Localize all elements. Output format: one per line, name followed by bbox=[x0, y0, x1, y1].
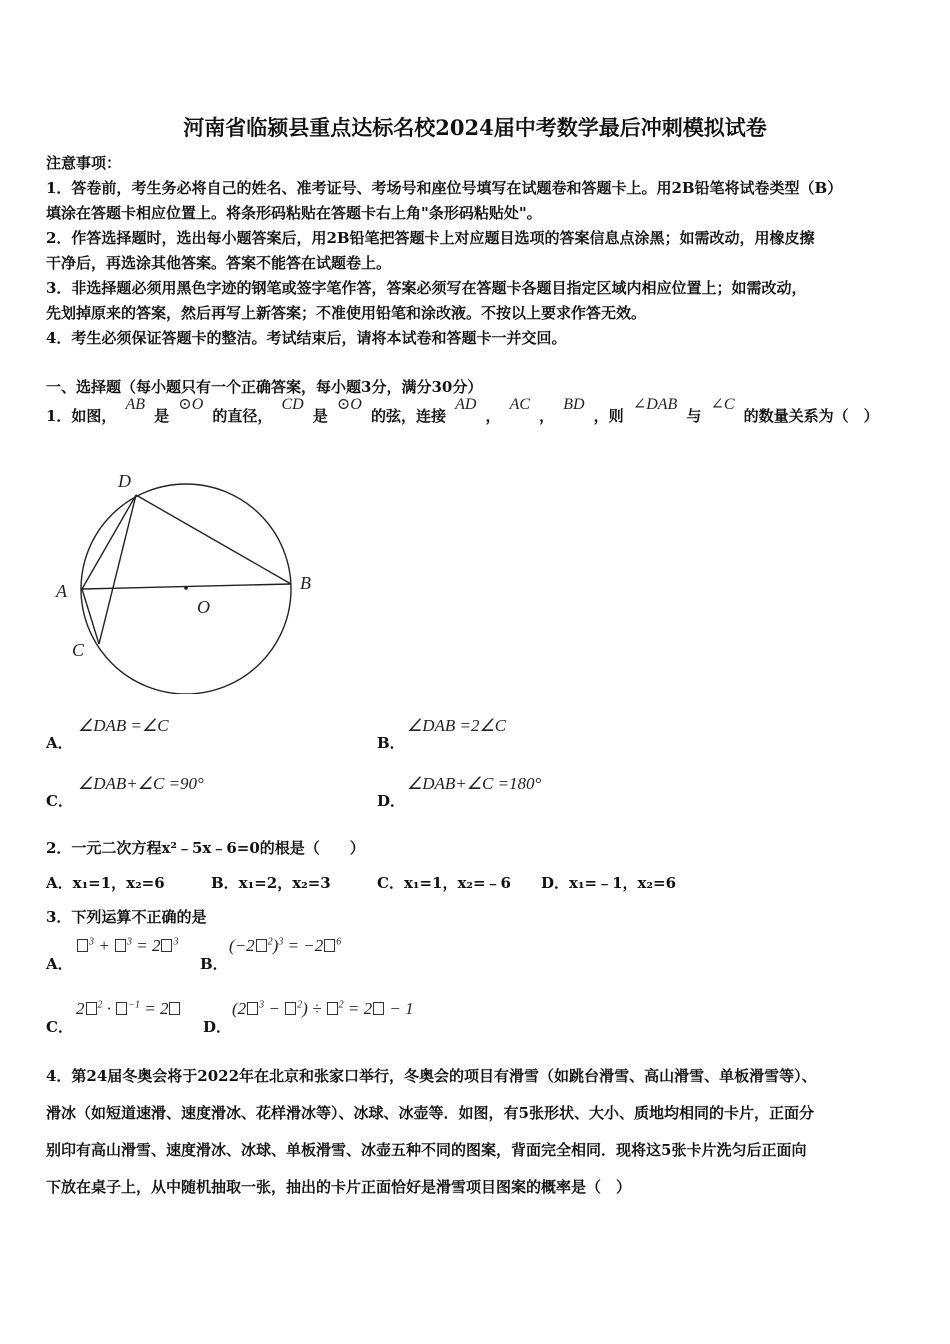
note-line: 1．答卷前，考生务必将自己的姓名、准考证号、考场号和座位号填写在试题卷和答题卡上。用2B铅笔将试卷类型（B） bbox=[46, 179, 843, 197]
question-4-line: 滑冰（如短道速滑、速度滑冰、花样滑冰等）、冰球、冰壶等．如图，有5张形状、大小、质地均相同的卡片，正面分 bbox=[46, 1104, 814, 1122]
q1-option-d-label: D． bbox=[377, 792, 406, 810]
q3-option-b-label: B． bbox=[200, 955, 228, 973]
q1-math: AC bbox=[509, 396, 531, 413]
q3-option-d-label: D． bbox=[203, 1018, 232, 1036]
q1-option-a-label: A． bbox=[46, 734, 73, 752]
chord-da bbox=[82, 495, 136, 589]
label-a: A bbox=[56, 581, 67, 601]
q3-option-c-formula: 2 $^2$ · $^{-1}$ = 2 bbox=[76, 999, 181, 1019]
q3-option-a-label: A． bbox=[46, 955, 73, 973]
q2-option-c: C．x₁=1，x₂=﹣6 bbox=[377, 874, 511, 892]
q1-text: 是 bbox=[154, 407, 170, 425]
q3-option-d-formula: (2 $^3$ − $^2$) ÷ $^2$ = 2 − 1 bbox=[232, 999, 414, 1018]
q3-option-b-formula: (−2 $^2$)$^3$ = −2 $^6$ bbox=[229, 936, 342, 955]
note-line: 先划掉原来的答案，然后再写上新答案；不准使用铅笔和涂改液。不按以上要求作答无效。 bbox=[46, 304, 647, 322]
q1-option-b-formula: ∠DAB =2∠C bbox=[407, 716, 507, 735]
q1-option-a-formula: ∠DAB =∠C bbox=[78, 716, 169, 735]
q1-math: ⊙O bbox=[336, 396, 362, 413]
note-line: 4．考生必须保证答题卡的整洁。考试结束后，请将本试卷和答题卡一并交回。 bbox=[46, 329, 567, 347]
note-line: 干净后，再选涂其他答案。答案不能答在试题卷上。 bbox=[46, 254, 392, 272]
q2-option-d: D．x₁=﹣1，x₂=6 bbox=[541, 874, 677, 892]
question-4-line: 下放在桌子上，从中随机抽取一张，抽出的卡片正面恰好是滑雪项目图案的概率是（ ） bbox=[46, 1178, 632, 1196]
q1-text: ， bbox=[539, 407, 555, 425]
q1-text: ， bbox=[485, 407, 501, 425]
q1-math: BD bbox=[563, 396, 585, 413]
chord-db bbox=[136, 495, 291, 584]
q1-math: AB bbox=[125, 396, 146, 413]
note-line: 2．作答选择题时，选出每小题答案后，用2B铅笔把答题卡上对应题目选项的答案信息点涂黑；如需改动，用橡皮擦 bbox=[46, 229, 815, 247]
q1-text: 的弦，连接 bbox=[370, 407, 446, 425]
page-title: 河南省临颍县重点达标名校2024届中考数学最后冲刺模拟试卷 bbox=[183, 115, 767, 140]
question-1-stem bbox=[46, 396, 879, 426]
q3-option-c-label: C． bbox=[46, 1018, 73, 1036]
q1-text: 的直径， bbox=[212, 407, 273, 425]
notes-heading: 注意事项： bbox=[46, 154, 122, 172]
label-d: D bbox=[118, 471, 131, 491]
section-heading: 一、选择题（每小题只有一个正确答案，每小题3分，满分30分） bbox=[46, 378, 483, 396]
q1-option-d-formula: ∠DAB+∠C =180° bbox=[407, 774, 542, 793]
label-c: C bbox=[72, 640, 85, 660]
q1-math: AD bbox=[455, 396, 477, 413]
q1-text: 是 bbox=[312, 407, 328, 425]
q2-option-a: A．x₁=1，x₂=6 bbox=[46, 874, 165, 892]
q1-option-b-label: B． bbox=[377, 734, 405, 752]
note-line: 填涂在答题卡相应位置上。将条形码粘贴在答题卡右上角"条形码粘贴处"。 bbox=[46, 204, 542, 222]
center-point bbox=[184, 586, 188, 590]
label-o: O bbox=[197, 597, 210, 617]
question-3-stem: 3．下列运算不正确的是 bbox=[46, 908, 207, 926]
question-2-stem: 2．一元二次方程x²﹣5x﹣6=0的根是（ ） bbox=[46, 839, 365, 857]
note-line: 3．非选择题必须用黑色字迹的钢笔或签字笔作答，答案必须写在答题卡各题目指定区域内相应位置上；如需改动， bbox=[46, 279, 807, 297]
question-4-line: 4．第24届冬奥会将于2022年在北京和张家口举行，冬奥会的项目有滑雪（如跳台滑雪、高山滑雪、单板滑雪等）、 bbox=[46, 1067, 817, 1085]
q3-option-a-formula: $^3$ + $^3$ = 2 $^3$ bbox=[76, 936, 178, 956]
q1-text: ，则 bbox=[593, 407, 624, 425]
q1-text: 的数量关系为（ ） bbox=[743, 407, 879, 425]
q1-math: ∠DAB bbox=[632, 396, 678, 413]
q1-math: ⊙O bbox=[178, 396, 204, 413]
q1-math: ∠C bbox=[710, 396, 735, 413]
q1-text: 1．如图， bbox=[46, 407, 117, 425]
q2-option-b: B．x₁=2，x₂=3 bbox=[211, 874, 331, 892]
q1-option-c-formula: ∠DAB+∠C =90° bbox=[78, 774, 204, 793]
q1-math: CD bbox=[281, 396, 304, 413]
q1-text: 与 bbox=[686, 407, 702, 425]
circle-figure bbox=[50, 464, 330, 694]
q1-option-c-label: C． bbox=[46, 792, 73, 810]
question-4-line: 别印有高山滑雪、速度滑冰、冰球、单板滑雪、冰壶五种不同的图案，背面完全相同．现将这5张卡片洗匀后正面向 bbox=[46, 1141, 807, 1159]
label-b: B bbox=[300, 573, 311, 593]
chord-dc bbox=[99, 495, 136, 644]
